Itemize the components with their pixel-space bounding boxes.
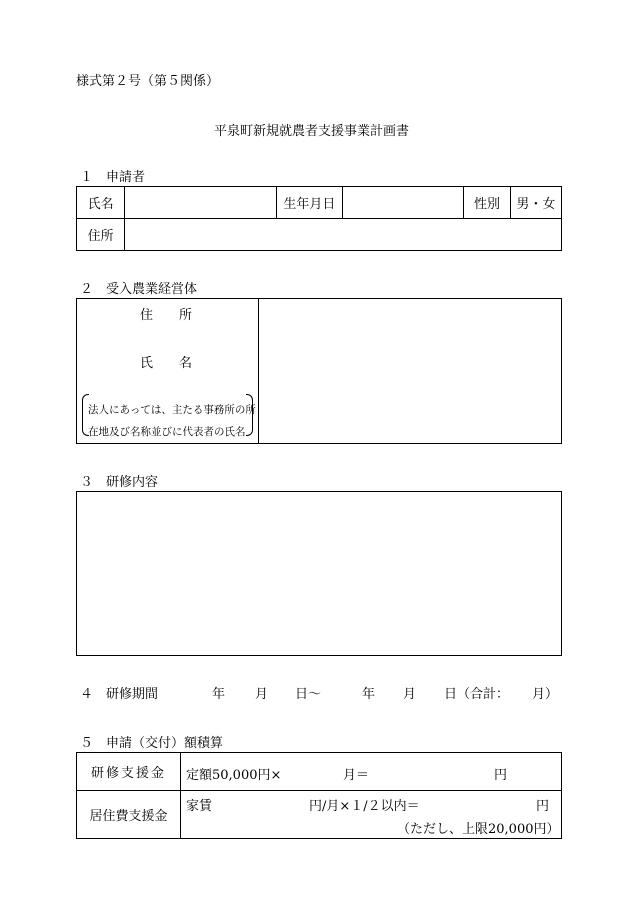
housing-support-formula: 家賃 円/月×１/２以内＝ 円 （ただし、上限20,000円） (181, 791, 562, 839)
form-number: 様式第２号（第５関係） (76, 74, 220, 89)
page-title: 平泉町新規就農者支援事業計画書 (214, 124, 410, 139)
section1-heading: １ 申請者 (80, 170, 146, 185)
name-field[interactable] (125, 187, 277, 219)
section4-heading: ４ 研修期間 (80, 687, 159, 702)
host-farm-divider (258, 298, 259, 444)
sex-options[interactable]: 男・女 (510, 187, 561, 219)
period-start-month: 月 (255, 687, 269, 702)
section2-heading: ２ 受入農業経営体 (80, 282, 198, 297)
host-note-line1: 法人にあっては、主たる事務所の所 (88, 404, 256, 416)
host-name-label: 氏 名 (140, 356, 193, 371)
section5-heading: ５ 申請（交付）額積算 (80, 736, 224, 751)
period-end-day: 日（合計： (444, 687, 510, 702)
host-farm-field[interactable] (260, 300, 559, 442)
sex-label: 性別 (464, 187, 510, 219)
housing-support-label: 居住費支援金 (77, 791, 181, 839)
dob-field[interactable] (342, 187, 464, 219)
period-end-year: 年 (362, 687, 376, 702)
address-field[interactable] (125, 219, 562, 251)
period-start-year: 年 (212, 687, 226, 702)
dob-label: 生年月日 (277, 187, 342, 219)
period-start-day: 日〜 (295, 687, 322, 702)
training-content-field[interactable] (76, 491, 562, 656)
period-total-months: 月） (532, 687, 559, 702)
period-end-month: 月 (403, 687, 417, 702)
address-label: 住所 (77, 219, 125, 251)
applicant-table (76, 186, 562, 251)
training-support-formula: 定額50,000円× 月＝ 円 (181, 753, 562, 791)
section3-heading: ３ 研修内容 (80, 475, 159, 490)
training-support-label: 研修支援金 (77, 753, 181, 791)
host-note-line2: 在地及び名称並びに代表者の氏名 (88, 426, 246, 438)
amount-table (76, 752, 562, 839)
host-address-label: 住 所 (140, 308, 193, 323)
name-label: 氏名 (77, 187, 125, 219)
